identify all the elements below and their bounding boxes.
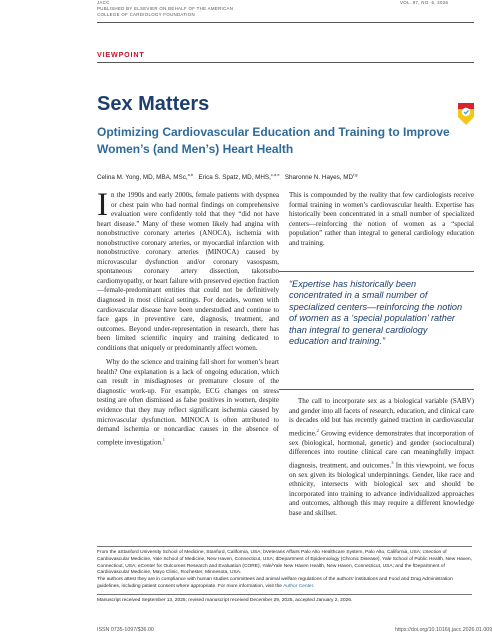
footnote-divider — [97, 546, 472, 547]
reference-3[interactable]: 3 — [391, 459, 394, 465]
reference-1[interactable]: 1 — [162, 436, 166, 442]
paragraph-training-text: Why do the science and training fall short for women’s heart health? One explanation is a lack of ongoing education, which can result in misdiagnoses or premature closure of the diagnostic work-up. For example, ECG changes on stress testing are often dismissed as false positives in women, despite evidence that they may reflect significant ischemia caused by microvascular dysfunction. MINOCA is often attributed to demand ischemia or noncardiac causes in the absence of complete investigation. — [97, 358, 279, 447]
section-label: VIEWPOINT — [97, 50, 145, 59]
publisher-line-2: COLLEGE OF CARDIOLOGY FOUNDATION — [97, 12, 195, 18]
footnote-divider-2 — [97, 594, 472, 595]
compliance-end: . — [312, 583, 315, 589]
body-column-right-top — [289, 191, 474, 248]
compliance-statement — [97, 577, 472, 591]
header-divider — [97, 22, 474, 23]
pull-quote-bottom-rule — [279, 389, 474, 390]
paragraph-sabv-text-1: The call to incorporate sex as a biological variable (SABV) and gender into all facets of research, education, and clinical care is decades old but has recently gained traction in cardiovascular medicine. — [289, 397, 474, 437]
compliance-text: The authors attest they are in compliance with human studies committees and animal welfare regulations of the authors’ institutions and Food and Drug Administration guidelines, including patient consent where appropriate. For more information, visit the — [97, 577, 453, 589]
paragraph-intro — [97, 187, 279, 353]
author-3: Sharonne N. Hayes, MD$^{f,g}$ — [284, 172, 358, 182]
author-2: Erica S. Spatz, MD, MHS,$^{c,d,e}$ — [198, 172, 280, 182]
article-subtitle: Optimizing Cardiovascular Education and Training to Improve Women’s (and Men’s) Heart Health — [97, 125, 450, 156]
publisher-line-1: PUBLISHED BY ELSEVIER ON BEHALF OF THE AMERICAN — [97, 6, 234, 12]
affiliations: From the aStanford University School of Medicine, Stanford, California, USA; bVeterans Affairs Palo Alto Healthcare System, Palo Alto, California, USA; cSection of Cardiovascular Medicine, Yale School of Medicine, New Haven, Connecticut, USA; dDepartment of Epidemiology (Chronic Disease), Yale School of Public Health, New Haven, Connecticut, USA; eCenter for Outcomes Research and Evaluation (CORE), Yale/Yale New Haven Health, New Haven, Connecticut, USA; and the fDepartment of Cardiovascular Medicine, Mayo Clinic, Rochester, Minnesota, USA. — [97, 550, 472, 576]
issn: ISSN 0735-1097/$36.00 — [97, 627, 154, 633]
drop-cap: I — [97, 187, 108, 223]
footnotes — [97, 543, 472, 605]
journal-name: JACC — [97, 0, 110, 5]
volume-info: VOL. 87, NO. 6, 2026 — [400, 0, 449, 5]
pull-quote-top-rule — [279, 271, 474, 272]
author-center-link[interactable]: Author Center — [283, 583, 313, 589]
manuscript-dates: Manuscript received September 13, 2025; revised manuscript received December 29, 2025, accepted January 2, 2026. — [97, 597, 353, 603]
body-column-left — [97, 187, 279, 448]
paragraph-sabv-text-2: Growing evidence demonstrates that incorporation of sex (biological, hormonal, genetic) and gender (sociocultural) differences into routine clinical care can meaningfully impact diagnosis, treatment, and outcomes. — [289, 428, 474, 469]
reference-2[interactable]: 2 — [316, 427, 319, 433]
doi-link[interactable]: https://doi.org/10.1016/j.jacc.2026.01.009 — [395, 627, 492, 633]
author-list — [97, 172, 474, 181]
author-1: Celina M. Yong, MD, MBA, MSc,$^{a,b}$ — [97, 172, 194, 182]
crossmark-icon[interactable] — [456, 101, 476, 127]
body-column-right-bottom — [289, 397, 474, 518]
paragraph-intro-text: n the 1990s and early 2000s, female patients with dyspnea or chest pain who had normal findings on comprehensive evaluation were confidently told that they “did not have heart disease.” Many of these women likely had angina with nonobstructive coronary arteries (ANOCA), ischemia with nonobstructive coronary arteries, or myocardial infarction with nonobstructive coronary arteries (MINOCA) caused by microvascular dysfunction and/or coronary vasospasm, spontaneous coronary artery dissection, takotsubo cardiomyopathy, or heart failure with preserved ejection fraction—female-predominant entities that could not be definitively diagnosed in most clinical settings. For decades, women with cardiovascular disease have been understudied and continue to face gaps in preventive care, diagnosis, treatment, and outcomes. Beyond under-representation in research, there has been limited scientific inquiry and training dedicated to conditions that uniquely or predominantly affect women. — [97, 191, 279, 352]
article-title: Sex Matters — [97, 93, 210, 115]
paragraph-sabv-text-3: In this viewpoint, we focus on sex given its biological underpinnings. Gender, like race and ethnicity, intersects with biological sex and should be incorporated into training to advance individualized approaches and outcomes, although this may require a different knowledge base and skillset. — [289, 460, 475, 517]
journal-header — [97, 0, 337, 19]
paragraph-training — [97, 358, 279, 447]
pull-quote: “Expertise has historically been concentrated in a small number of specialized centers—reinforcing the notion of women as a ‘special population’ rather than integral to general cardiology education and training.” — [289, 279, 463, 347]
section-divider — [97, 62, 474, 63]
paragraph-sabv — [289, 397, 474, 518]
paragraph-expertise: This is compounded by the reality that few cardiologists receive formal training in women’s cardiovascular health. Expertise has historically been concentrated in a small number of specialized centers—reinforcing the notion of women as a “special population” rather than integral to general cardiology education and training. — [289, 191, 474, 247]
